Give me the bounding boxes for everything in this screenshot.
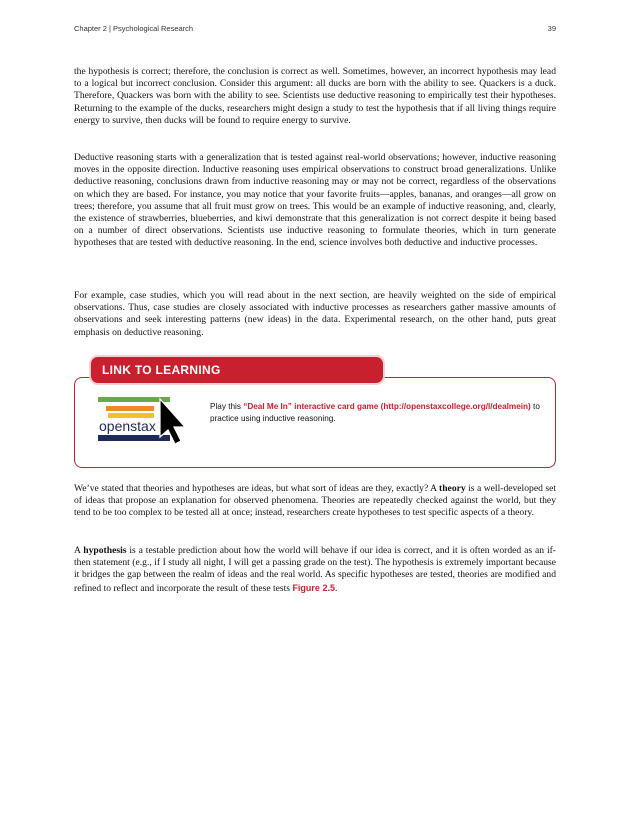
link-to-learning-box [74, 357, 556, 468]
openstax-logo-text: openstax [99, 418, 156, 434]
link-to-learning-text: Play this “Deal Me In” interactive card game (http://openstaxcollege.org/l/dealmein) to practice using inductive reasoning. [210, 402, 540, 423]
term-theory: theory [439, 483, 466, 494]
paragraph-1: the hypothesis is correct; therefore, the conclusion is correct as well. Sometimes, however, an incorrect hypothesis may lead to a logical but incorrect conclusion. Consider this argument: all ducks are born with the ability to see. Quackers is a duck. Therefore, Quackers was born with the ability to see. Scientists use deductive reasoning to empirically test their hypotheses. Returning to the example of the ducks, researchers might design a study to test the hypothesis that if all living things require energy to survive, then ducks will be found to require energy to survive. [74, 66, 556, 126]
paragraph-3: For example, case studies, which you will read about in the next section, are heavily weighted on the side of empirical observations. Thus, case studies are closely associated with inductive processes as researchers gather massive amounts of observations and seek interesting patterns (new ideas) in the data. Experimental research, on the other hand, puts great emphasis on deductive reasoning. [74, 290, 556, 338]
paragraph-4: We’ve stated that theories and hypotheses are ideas, but what sort of ideas are they, exactly? A theory is a well-developed set of ideas that propose an explanation for observed phenomena. Theories are repeatedly checked against the world, but they tend to be too complex to be tested all at once; instead, researchers create hypotheses to test specific aspects of a theory. [74, 483, 556, 519]
dealmein-link[interactable]: “Deal Me In” interactive card game (http://openstaxcollege.org/l/dealmein) [243, 402, 531, 411]
paragraph-2: Deductive reasoning starts with a generalization that is tested against real-world observations; however, inductive reasoning moves in the opposite direction. Inductive reasoning uses empirical observations to construct broad generalizations. Unlike deductive reasoning, conclusions drawn from inductive reasoning may or may not be correct, regardless of the observations on which they are based. For instance, you may notice that your favorite fruits—apples, bananas, and oranges—all grow on trees; therefore, you assume that all fruit must grow on trees. This would be an example of inductive reasoning, and, clearly, the existence of strawberries, blueberries, and kiwi demonstrate that this generalization is not correct despite it being based on a number of direct observations. Scientists use inductive reasoning to formulate theories, which in turn generate hypotheses that are tested with deductive reasoning. In the end, science involves both deductive and inductive processes. [74, 152, 556, 249]
figure-2-5-link[interactable]: Figure 2.5 [292, 582, 335, 593]
term-hypothesis: hypothesis [83, 545, 127, 556]
chapter-title: Chapter 2 | Psychological Research [74, 24, 194, 33]
openstax-logo [98, 395, 208, 451]
link-to-learning-title: LINK TO LEARNING [91, 357, 383, 383]
page-number: 39 [547, 24, 556, 33]
page-header [74, 24, 556, 33]
paragraph-5: A hypothesis is a testable prediction about how the world will behave if our idea is correct, and it is often worded as an if-then statement (e.g., if I study all night, I will get a passing grade on the test). The hypothesis is extremely important because it bridges the gap between the realm of ideas and the real world. As specific hypotheses are tested, theories are modified and refined to reflect and incorporate the result of these tests Figure 2.5. [74, 545, 556, 594]
